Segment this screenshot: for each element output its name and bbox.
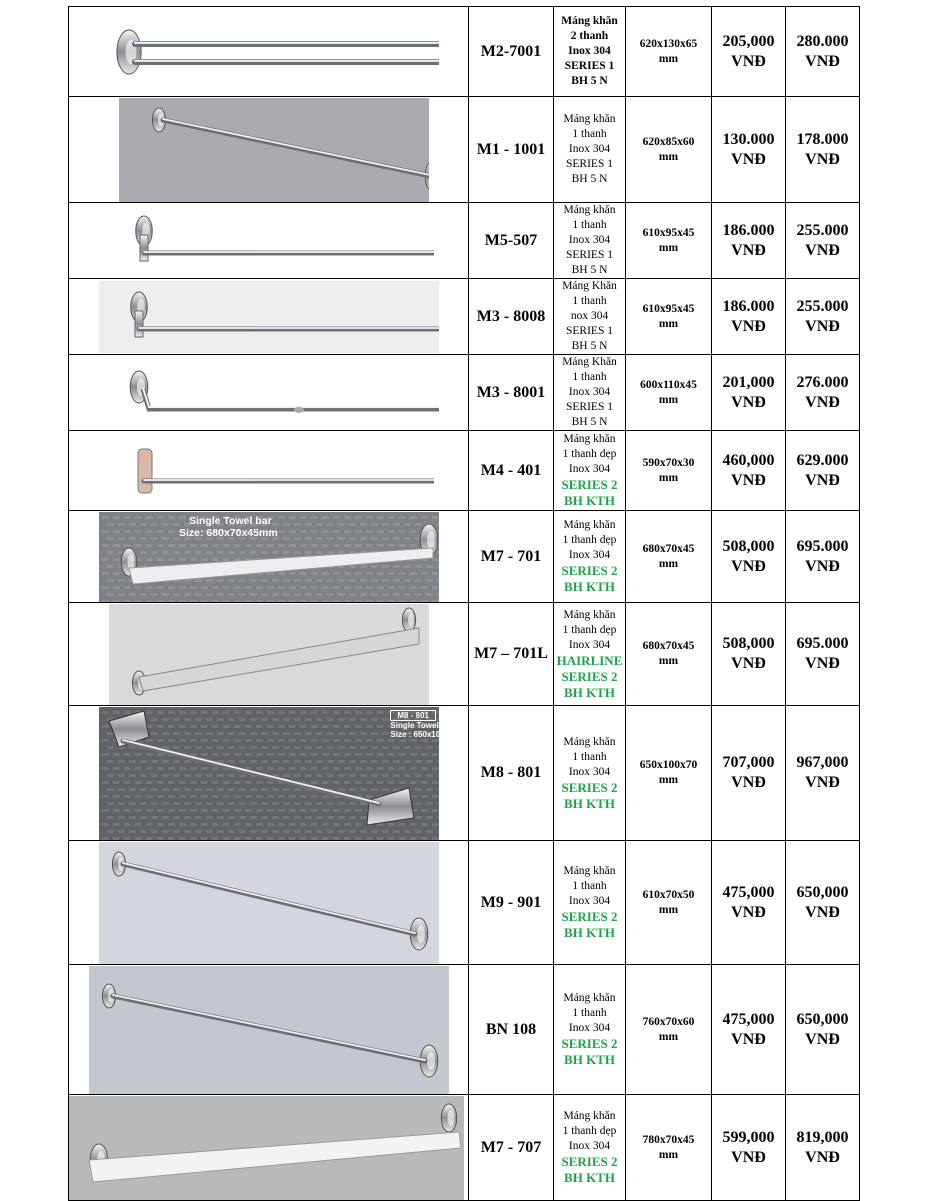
product-size	[626, 355, 712, 431]
price-secondary	[786, 431, 860, 511]
image-caption-title: Single Towel	[390, 721, 439, 730]
product-image	[69, 97, 469, 203]
price-secondary	[786, 203, 860, 279]
description-line: Máng khăn	[563, 992, 616, 1004]
product-image	[69, 841, 469, 965]
price-currency: VNĐ	[731, 557, 766, 575]
product-size	[626, 603, 712, 706]
size-value: 590x70x30	[642, 456, 695, 469]
price-currency: VNĐ	[731, 471, 766, 489]
price-value: 255.000	[796, 297, 849, 315]
product-code: M3 - 8008	[469, 279, 554, 355]
price-primary	[712, 1095, 786, 1201]
description-line: Inox 304	[568, 463, 611, 475]
price-currency: VNĐ	[805, 52, 840, 70]
description-line: Inox 304	[568, 1022, 611, 1034]
description-line: Máng khăn	[563, 1110, 616, 1122]
price-value: 255.000	[796, 221, 849, 239]
product-row	[69, 7, 860, 97]
size-value: 680x70x45	[642, 640, 695, 652]
description-line: 1 thanh dẹp	[562, 534, 617, 546]
series-label: SERIES 2	[561, 1154, 618, 1169]
product-description	[554, 511, 626, 603]
warranty-label: BH KTH	[564, 493, 615, 508]
product-code: M3 - 8001	[469, 355, 554, 431]
product-image-svg	[89, 966, 449, 1094]
price-currency: VNĐ	[731, 393, 766, 411]
size-unit: mm	[658, 52, 679, 65]
price-secondary	[786, 511, 860, 603]
size-unit: mm	[658, 774, 679, 786]
product-row	[69, 355, 860, 431]
product-row	[69, 97, 860, 203]
product-size	[626, 965, 712, 1095]
price-secondary	[786, 706, 860, 841]
price-currency: VNĐ	[805, 903, 840, 921]
price-primary	[712, 7, 786, 97]
price-currency: VNĐ	[731, 1148, 766, 1166]
size-unit: mm	[658, 557, 679, 570]
description-line: Máng khăn	[563, 735, 616, 748]
size-value: 610x95x45	[642, 302, 695, 315]
price-currency: VNĐ	[805, 774, 840, 791]
price-currency: VNĐ	[805, 317, 840, 335]
price-value: 695.000	[796, 537, 849, 555]
price-value: 186.000	[722, 221, 775, 239]
product-description	[554, 97, 626, 203]
product-image-svg	[104, 432, 434, 510]
description-line: Inox 304	[568, 549, 611, 561]
price-value: 819,000	[796, 1128, 849, 1146]
image-caption-code: M8 - 801	[390, 710, 436, 721]
price-primary	[712, 706, 786, 841]
product-image	[69, 355, 469, 431]
price-currency: VNĐ	[731, 655, 766, 672]
warranty-label: BH KTH	[564, 925, 615, 940]
price-value: 178.000	[796, 130, 849, 148]
price-value: 130.000	[722, 130, 775, 148]
description-line: 1 thanh dẹp	[562, 1125, 617, 1137]
warranty-label: BH KTH	[564, 1170, 615, 1185]
product-size	[626, 97, 712, 203]
description-line: Inox 304	[568, 638, 611, 651]
product-size	[626, 511, 712, 603]
product-size	[626, 1095, 712, 1201]
series-label: SERIES 2	[561, 477, 618, 492]
description-line: 1 thanh dẹp	[562, 623, 617, 636]
product-image-svg	[99, 281, 439, 353]
price-currency: VNĐ	[805, 241, 840, 259]
description-line: Máng khăn	[563, 519, 616, 531]
size-value: 760x70x60	[642, 1015, 695, 1028]
product-description	[554, 431, 626, 511]
size-value: 650x100x70	[639, 759, 698, 771]
product-image-svg	[99, 707, 439, 840]
product-image	[69, 203, 469, 279]
price-value: 460,000	[722, 451, 775, 469]
description-line: Inox 304	[568, 1140, 611, 1152]
product-row	[69, 706, 860, 841]
finish-label: HAIRLINE	[556, 652, 623, 668]
description-line: 1 thanh	[572, 880, 607, 892]
price-currency: VNĐ	[805, 1030, 840, 1048]
price-primary	[712, 603, 786, 706]
size-value: 610x95x45	[642, 226, 695, 239]
product-row	[69, 841, 860, 965]
price-primary	[712, 965, 786, 1095]
description-line: 1 thanh	[572, 750, 607, 763]
price-secondary	[786, 603, 860, 706]
product-description	[554, 7, 626, 97]
product-row	[69, 603, 860, 706]
size-unit: mm	[658, 1030, 679, 1043]
price-sheet	[68, 6, 859, 1201]
image-caption	[179, 515, 278, 539]
price-currency: VNĐ	[805, 150, 840, 168]
price-primary	[712, 431, 786, 511]
description-line: Inox 304	[568, 45, 611, 57]
product-size	[626, 431, 712, 511]
product-code: M1 - 1001	[469, 97, 554, 203]
description-line: Máng khăn	[563, 608, 616, 621]
product-image	[69, 1095, 469, 1201]
product-image	[69, 431, 469, 511]
price-primary	[712, 279, 786, 355]
description-line: Máng khăn	[561, 15, 618, 27]
price-value: 186.000	[722, 297, 775, 315]
description-line: 1 thanh	[572, 219, 607, 231]
price-primary	[712, 841, 786, 965]
price-primary	[712, 97, 786, 203]
warranty-label: BH KTH	[564, 795, 615, 811]
price-currency: VNĐ	[731, 774, 766, 791]
product-image-svg	[119, 98, 429, 202]
size-value: 620x130x65	[639, 37, 698, 50]
size-unit: mm	[658, 150, 679, 163]
product-image	[69, 279, 469, 355]
size-value: 610x70x50	[642, 888, 695, 901]
price-currency: VNĐ	[731, 52, 766, 70]
series-label: SERIES 2	[561, 779, 618, 795]
description-line: Inox 304	[568, 895, 611, 907]
description-line: Máng khăn	[563, 113, 616, 125]
description-line: 1 thanh	[572, 1007, 607, 1019]
description-line: BH 5 N	[571, 340, 608, 352]
description-line: 1 thanh dẹp	[562, 448, 617, 460]
size-value: 600x110x45	[640, 378, 697, 391]
price-currency: VNĐ	[805, 655, 840, 672]
price-value: 205,000	[722, 32, 775, 50]
size-value: 780x70x45	[642, 1133, 695, 1146]
product-description	[554, 355, 626, 431]
description-line: SERIES 1	[566, 158, 613, 170]
product-code: M8 - 801	[469, 706, 554, 841]
size-unit: mm	[658, 317, 679, 330]
description-line: SERIES 1	[566, 325, 613, 337]
size-value: 620x85x60	[642, 135, 695, 148]
description-line: SERIES 1	[566, 401, 613, 413]
product-code: M7 - 701	[469, 511, 554, 603]
price-value: 201,000	[722, 373, 775, 391]
series-label: SERIES 2	[561, 563, 618, 578]
price-secondary	[786, 355, 860, 431]
price-currency: VNĐ	[805, 393, 840, 411]
size-unit: mm	[658, 393, 679, 406]
product-description	[554, 841, 626, 965]
series-label: SERIES 2	[561, 668, 618, 684]
description-line: Inox 304	[568, 386, 611, 398]
description-line: Inox 304	[568, 765, 611, 778]
size-unit: mm	[658, 471, 679, 484]
price-value: 508,000	[722, 537, 775, 555]
price-currency: VNĐ	[731, 150, 766, 168]
description-line: BH 5 N	[571, 75, 608, 87]
description-line: Inox 304	[568, 143, 611, 155]
product-image-svg	[109, 604, 429, 705]
description-line: 1 thanh	[572, 128, 607, 140]
product-size	[626, 7, 712, 97]
product-code: M4 - 401	[469, 431, 554, 511]
price-value: 629.000	[796, 451, 849, 469]
price-currency: VNĐ	[731, 241, 766, 259]
price-value: 599,000	[722, 1128, 775, 1146]
description-line: nox 304	[570, 310, 609, 322]
product-row	[69, 203, 860, 279]
description-line: 1 thanh	[572, 295, 607, 307]
image-caption-size: Size : 650x100x70	[390, 730, 458, 739]
product-description	[554, 279, 626, 355]
series-label: SERIES 2	[561, 909, 618, 924]
image-caption	[390, 710, 458, 739]
price-currency: VNĐ	[731, 317, 766, 335]
product-code: M7 - 707	[469, 1095, 554, 1201]
description-line: Máng khăn	[563, 865, 616, 877]
product-row	[69, 511, 860, 603]
price-secondary	[786, 965, 860, 1095]
product-description	[554, 203, 626, 279]
price-primary	[712, 355, 786, 431]
description-line: Máng khăn	[563, 433, 616, 445]
size-unit: mm	[658, 655, 679, 667]
description-line: Máng Khăn	[562, 280, 617, 292]
price-secondary	[786, 1095, 860, 1201]
description-line: Inox 304	[568, 234, 611, 246]
product-row	[69, 431, 860, 511]
product-image-svg	[99, 842, 439, 964]
description-line: BH 5 N	[571, 264, 608, 276]
price-secondary	[786, 279, 860, 355]
price-value: 276.000	[796, 373, 849, 391]
price-value: 508,000	[722, 635, 775, 652]
product-description	[554, 706, 626, 841]
price-value: 650,000	[796, 883, 849, 901]
warranty-label: BH KTH	[564, 684, 615, 700]
product-image	[69, 706, 469, 841]
product-description	[554, 1095, 626, 1201]
product-row	[69, 1095, 860, 1201]
product-row	[69, 965, 860, 1095]
product-code: M5-507	[469, 203, 554, 279]
price-value: 280.000	[796, 32, 849, 50]
product-image-svg	[104, 205, 434, 277]
price-currency: VNĐ	[805, 471, 840, 489]
price-value: 967,000	[796, 754, 849, 771]
description-line: BH 5 N	[571, 416, 608, 428]
description-line: BH 5 N	[571, 173, 608, 185]
size-unit: mm	[658, 1148, 679, 1161]
price-currency: VNĐ	[731, 1030, 766, 1048]
product-image	[69, 603, 469, 706]
description-line: 2 thanh	[570, 30, 609, 42]
product-size	[626, 706, 712, 841]
price-value: 695.000	[796, 635, 849, 652]
product-size	[626, 841, 712, 965]
price-value: 475,000	[722, 1010, 775, 1028]
price-currency: VNĐ	[731, 903, 766, 921]
product-table	[68, 6, 860, 1201]
product-code: BN 108	[469, 965, 554, 1095]
description-line: SERIES 1	[566, 249, 613, 261]
description-line: 1 thanh	[572, 371, 607, 383]
product-image	[69, 7, 469, 97]
price-primary	[712, 511, 786, 603]
price-secondary	[786, 97, 860, 203]
size-unit: mm	[658, 903, 679, 916]
product-row	[69, 279, 860, 355]
price-primary	[712, 203, 786, 279]
image-caption-size: Size: 680x70x45mm	[179, 527, 278, 539]
description-line: Máng khăn	[563, 204, 616, 216]
price-value: 707,000	[722, 754, 775, 771]
price-secondary	[786, 841, 860, 965]
price-value: 475,000	[722, 883, 775, 901]
product-code: M9 - 901	[469, 841, 554, 965]
product-image-svg	[99, 357, 439, 429]
product-image-svg	[99, 8, 439, 96]
product-image	[69, 511, 469, 603]
price-currency: VNĐ	[805, 557, 840, 575]
product-size	[626, 279, 712, 355]
product-image	[69, 965, 469, 1095]
product-image-svg	[69, 1096, 464, 1200]
product-code: M2-7001	[469, 7, 554, 97]
warranty-label: BH KTH	[564, 1052, 615, 1067]
description-line: SERIES 1	[564, 60, 615, 72]
product-size	[626, 203, 712, 279]
product-description	[554, 965, 626, 1095]
image-caption-title: Single Towel bar	[189, 515, 272, 527]
product-code: M7 – 701L	[469, 603, 554, 706]
warranty-label: BH KTH	[564, 579, 615, 594]
price-secondary	[786, 7, 860, 97]
price-value: 650,000	[796, 1010, 849, 1028]
product-description	[554, 603, 626, 706]
series-label: SERIES 2	[561, 1036, 618, 1051]
price-currency: VNĐ	[805, 1148, 840, 1166]
size-unit: mm	[658, 241, 679, 254]
size-value: 680x70x45	[642, 542, 695, 555]
description-line: Máng Khăn	[562, 356, 617, 368]
